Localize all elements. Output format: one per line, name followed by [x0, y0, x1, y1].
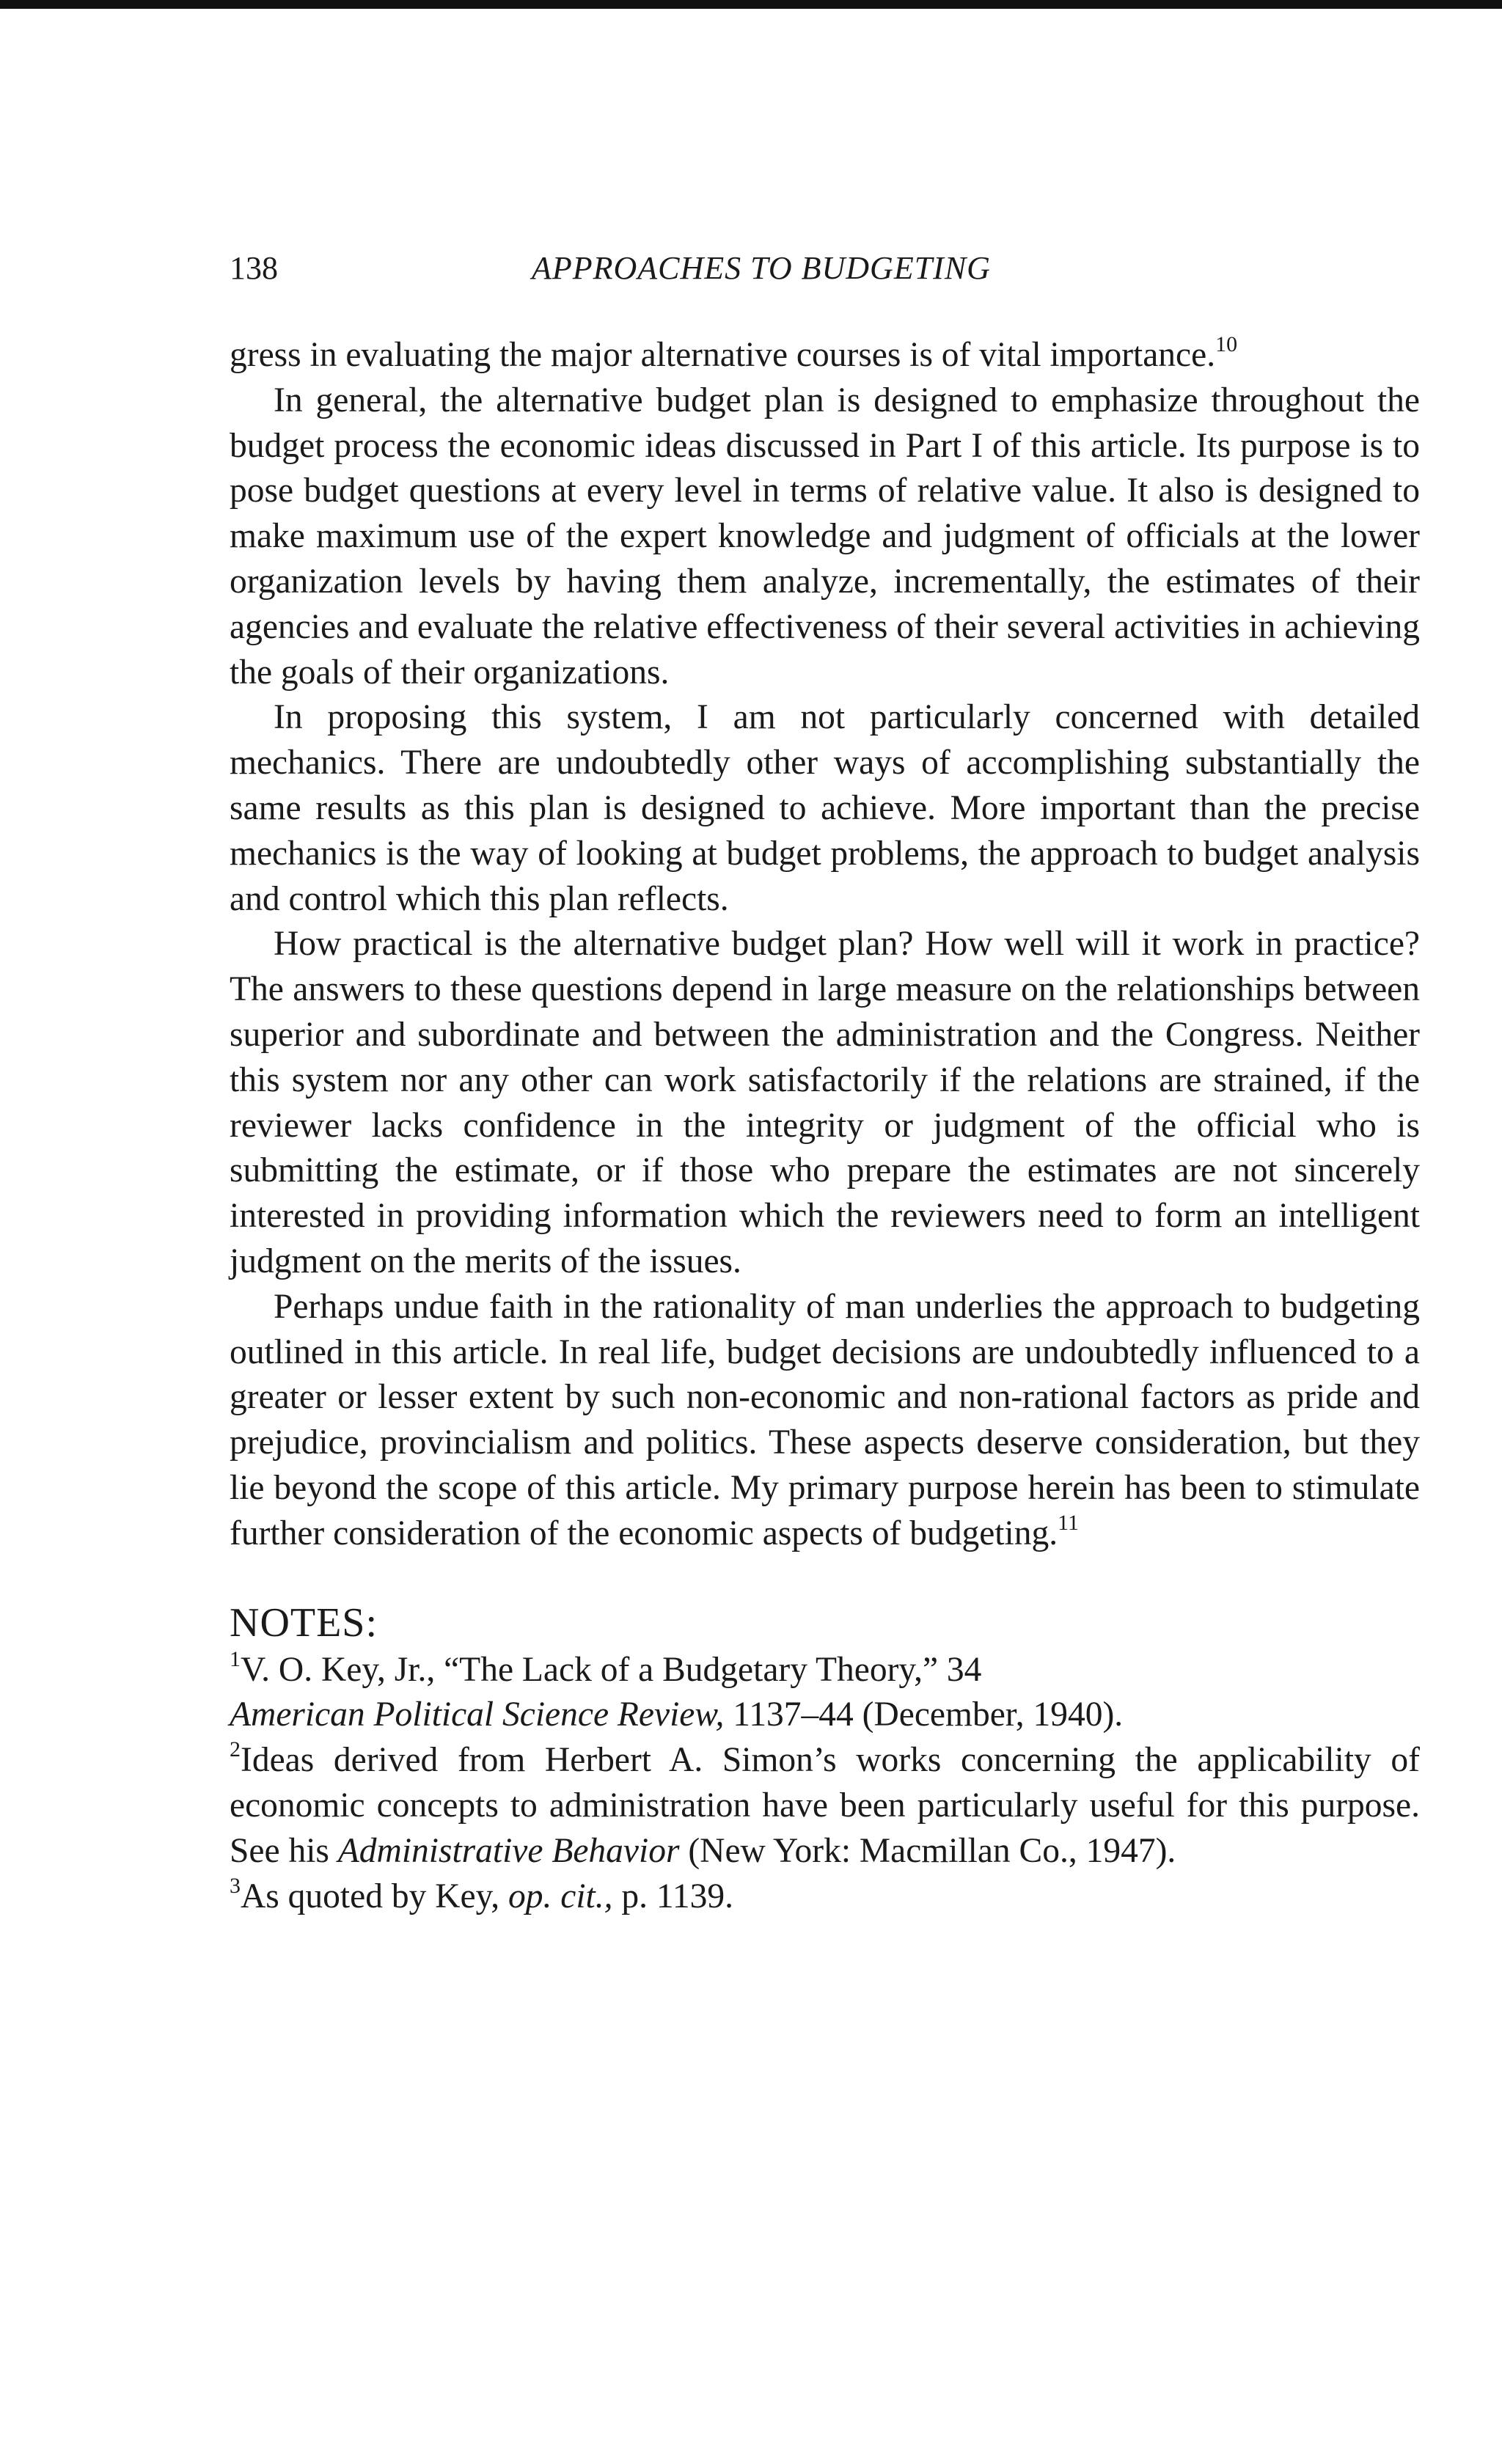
note-text: p. 1139. [612, 1877, 733, 1915]
book-title: Administrative Behavior [337, 1831, 680, 1870]
paragraph-practicality: How practical is the alternative budget plan? How well will it work in practice? The answers to these questions depend in large measure on the relationships between superior and subordinate and between the administration and the Congress. Neither this system nor any other can work satisfactorily if the relations are strained, if the reviewer lacks confidence in the integrity or judgment of the official who is submitting the estimate, or if those who prepare the estimates are not sincerely interested in providing information which the reviewers need to form an intelligent judgment on the merits of the issues. [230, 925, 1420, 1280]
note-number: 3 [230, 1873, 241, 1898]
running-head: APPROACHES TO BUDGETING [532, 250, 991, 286]
paragraph-text: gress in evaluating the major alternative courses is of vital importance. [230, 336, 1216, 374]
note-text: Ideas derived from Herbert A. Simon’s works concerning the applicability of economic concepts to administration have been particularly useful for this purpose. See his [230, 1741, 1420, 1870]
paragraph-alternative-plan: In general, the alternative budget plan is designed to emphasize throughout the budget process the economic ideas discussed in Part I of this article. Its purpose is to pose budget questions at every level in terms of relative value. It also is designed to make maximum use of the expert knowledge and judgment of officials at the lower organization levels by having them analyze, incrementally, the estimates of their agencies and evaluate the relative effectiveness of their several activities in achieving the goals of their organizations. [230, 381, 1420, 692]
footnote-ref: 10 [1215, 332, 1238, 356]
note-text: (New York: Macmillan Co., 1947). [679, 1831, 1176, 1870]
note-2 [230, 1738, 1420, 1874]
note-line-2 [230, 1693, 1420, 1738]
journal-title: American Political Science Review, [230, 1695, 725, 1734]
note-text: As quoted by Key, [241, 1877, 508, 1915]
top-rule [0, 0, 1502, 9]
paragraph-rationality [230, 1285, 1420, 1557]
page-header [230, 246, 1420, 290]
note-text: 1137–44 (December, 1940). [724, 1695, 1124, 1734]
note-text: V. O. Key, Jr., “The Lack of a Budgetary Theory,” 34 [241, 1650, 982, 1689]
paragraph-text: Perhaps undue faith in the rationality of man underlies the approach to budgeting outlined in this article. In real life, budget decisions are undoubtedly influenced to a greater or lesser extent by such non-economic and non-rational factors as pride and prejudice, provincialism and politics. These aspects deserve consideration, but they lie beyond the scope of this article. My primary purpose herein has been to stimulate further consideration of the economic aspects of budgeting. [230, 1287, 1420, 1552]
paragraph-proposing-system: In proposing this system, I am not particularly concerned with detailed mechanics. There are undoubtedly other ways of accomplishing substantially the same results as this plan is designed to achieve. More important than the precise mechanics is the way of looking at budget problems, the approach to budget analysis and control which this plan reflects. [230, 698, 1420, 918]
note-number: 2 [230, 1737, 241, 1762]
page-number: 138 [230, 250, 278, 286]
footnote-ref: 11 [1058, 1510, 1079, 1535]
notes-heading: NOTES: [230, 1599, 378, 1646]
article-body [230, 333, 1420, 1919]
op-cit: op. cit., [508, 1877, 613, 1915]
note-number: 1 [230, 1646, 241, 1671]
note-3 [230, 1874, 1420, 1920]
note-1 [230, 1648, 1420, 1739]
paragraph-continued [230, 333, 1420, 378]
